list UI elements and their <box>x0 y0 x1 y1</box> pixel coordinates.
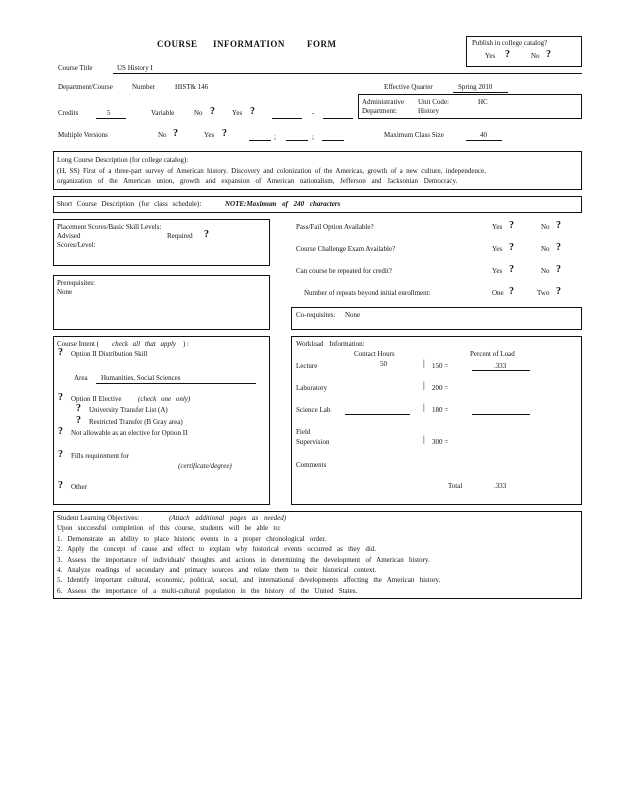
lecture-divisor: 150 = <box>432 362 449 370</box>
repeated-yes-checkbox[interactable]: ? <box>509 264 514 275</box>
challenge-no-label: No <box>541 245 550 253</box>
admin-department-value[interactable]: History <box>418 107 439 115</box>
multiple-versions-label: Multiple Versions <box>58 131 108 139</box>
restricted-transfer-checkbox[interactable]: ? <box>76 415 81 426</box>
placement-required-checkbox[interactable]: ? <box>204 229 209 240</box>
course-title-value[interactable]: US History I <box>117 64 153 72</box>
course-number-value[interactable]: HIST& 146 <box>175 83 209 91</box>
max-class-size-label: Maximum Class Size <box>384 131 444 139</box>
fills-requirement-checkbox[interactable]: ? <box>58 449 63 460</box>
passfail-yes-checkbox[interactable]: ? <box>509 220 514 231</box>
area-value[interactable]: Humanities, Social Sciences <box>101 374 181 382</box>
variable-min-field[interactable] <box>272 118 302 119</box>
repeats-one-checkbox[interactable]: ? <box>509 286 514 297</box>
laboratory-label: Laboratory <box>296 384 328 392</box>
area-label: Area <box>74 374 88 382</box>
science-lab-percent-field[interactable] <box>472 414 530 415</box>
placement-label: Placement Scores/Basic Skill Levels: <box>57 223 162 231</box>
slo-attach-note: (Attach additional pages as needed) <box>169 514 287 522</box>
publish-yes-checkbox[interactable]: ? <box>505 49 510 60</box>
certificate-degree-note: (certificate/degree) <box>178 462 232 470</box>
multiple-yes-label: Yes <box>204 131 215 139</box>
transfer-list-a-checkbox[interactable]: ? <box>76 403 81 414</box>
long-description-label: Long Course Description (for college catalog): <box>57 156 189 164</box>
slo-item-3[interactable]: 3. Assess the importance of individuals' thoughts and actions in determining the development of American history. <box>57 556 430 564</box>
lecture-label: Lecture <box>296 362 318 370</box>
passfail-no-label: No <box>541 223 550 231</box>
form-title-word-1: COURSE <box>157 39 198 49</box>
fills-requirement-label: Fills requirement for <box>71 452 129 460</box>
department-course-label: Department/Course <box>58 83 113 91</box>
slo-intro: Upon successful completion of this course, students will be able to: <box>57 524 281 532</box>
slo-item-2[interactable]: 2. Apply the concept of cause and effect to explain why historical events occurred as they did. <box>57 545 377 553</box>
effective-quarter-value[interactable]: Spring 2010 <box>458 83 493 91</box>
short-description-label: Short Course Description (for class schedule): <box>57 200 202 208</box>
repeated-no-checkbox[interactable]: ? <box>556 264 561 275</box>
check-one-note: (check one only) <box>138 395 191 403</box>
short-description-note: NOTE:Maximum of 240 characters <box>225 200 341 208</box>
effective-quarter-underline <box>453 92 508 93</box>
variable-yes-label: Yes <box>232 109 243 117</box>
multiple-no-checkbox[interactable]: ? <box>173 128 178 139</box>
not-allowable-label: Not allowable as an elective for Option II <box>71 429 188 437</box>
variable-label: Variable <box>151 109 175 117</box>
other-checkbox[interactable]: ? <box>58 480 63 491</box>
science-lab-divider: | <box>423 402 425 412</box>
placement-required-label: Required <box>167 232 193 240</box>
course-intent-close-paren: ) : <box>183 340 190 348</box>
slo-item-4[interactable]: 4. Analyze readings of secondary and primary sources and relate them to their historical context. <box>57 566 377 574</box>
slo-label: Student Learning Objectives: <box>57 514 140 522</box>
slo-item-5[interactable]: 5. Identify important cultural, economic, political, social, and international developments affecting the American history. <box>57 576 441 584</box>
variable-max-field[interactable] <box>323 118 353 119</box>
repeats-two-checkbox[interactable]: ? <box>556 286 561 297</box>
unit-code-value[interactable]: HC <box>478 98 488 106</box>
repeated-no-label: No <box>541 267 550 275</box>
other-label: Other <box>71 483 87 491</box>
variable-yes-checkbox[interactable]: ? <box>250 106 255 117</box>
publish-label: Publish in college catalog? <box>472 39 548 47</box>
long-description-line-2[interactable]: organization of the American union, growth and expansion of American nationalism, Jefferson and Jacksonian Democracy. <box>57 177 458 185</box>
credits-value[interactable]: 5 <box>107 109 111 117</box>
placement-scores-label: Scores/Level: <box>57 241 96 249</box>
option2-distribution-label: Option II Distribution Skill <box>71 350 148 358</box>
option2-elective-checkbox[interactable]: ? <box>58 392 63 403</box>
restricted-transfer-label: Restricted Transfer (B Gray area) <box>89 418 183 426</box>
max-class-size-value[interactable]: 40 <box>480 131 487 139</box>
passfail-label: Pass/Fail Option Available? <box>296 223 374 231</box>
contact-hours-header: Contact Hours <box>354 350 395 358</box>
transfer-list-a-label: University Transfer List (A) <box>89 406 168 414</box>
laboratory-divider: | <box>423 380 425 390</box>
prerequisites-value[interactable]: None <box>57 288 73 296</box>
passfail-no-checkbox[interactable]: ? <box>556 220 561 231</box>
science-lab-divisor: 180 = <box>432 406 449 414</box>
form-title-word-2: INFORMATION <box>213 39 285 49</box>
lecture-percent-underline <box>472 370 530 371</box>
multiple-version-field-3[interactable] <box>322 140 344 141</box>
corequisites-label: Co-requisites: <box>296 311 336 319</box>
area-underline <box>96 383 256 384</box>
unit-code-label: Unit Code: <box>418 98 449 106</box>
course-title-underline <box>113 73 582 74</box>
publish-yes-label: Yes <box>485 52 496 60</box>
placement-advised-label: Advised <box>57 232 81 240</box>
publish-no-checkbox[interactable]: ? <box>546 49 551 60</box>
challenge-no-checkbox[interactable]: ? <box>556 242 561 253</box>
corequisites-value[interactable]: None <box>345 311 361 319</box>
course-intent-label: Course Intent ( <box>57 340 99 348</box>
multiple-sep-2: ; <box>312 133 314 141</box>
supervision-label: Supervision <box>296 438 330 446</box>
field-label: Field <box>296 428 311 436</box>
repeats-two-label: Two <box>537 289 550 297</box>
percent-load-header: Percent of Load <box>470 350 515 358</box>
credits-underline <box>96 118 126 119</box>
course-intent-check-note: check all that apply <box>112 340 177 348</box>
field-divider: | <box>423 434 425 444</box>
admin-department-label: Department: <box>362 107 397 115</box>
repeated-yes-label: Yes <box>492 267 503 275</box>
laboratory-divisor: 200 = <box>432 384 449 392</box>
multiple-no-label: No <box>158 131 167 139</box>
science-lab-hours-field[interactable] <box>345 414 410 415</box>
science-lab-label: Science Lab <box>296 406 331 414</box>
repeats-label: Number of repeats beyond initial enrollment: <box>304 289 431 297</box>
passfail-yes-label: Yes <box>492 223 503 231</box>
slo-item-1[interactable]: 1. Demonstrate an ability to place historic events in a proper chronological order. <box>57 535 327 543</box>
variable-no-label: No <box>194 109 203 117</box>
multiple-version-field-1[interactable] <box>249 140 271 141</box>
variable-dash: - <box>312 109 315 117</box>
lecture-hours-value[interactable]: 50 <box>380 360 387 368</box>
challenge-label: Course Challenge Exam Available? <box>296 245 396 253</box>
credits-label: Credits <box>58 109 79 117</box>
comments-label: Comments <box>296 461 327 469</box>
workload-label: Workload Information: <box>296 340 365 348</box>
multiple-sep-1: ; <box>274 133 276 141</box>
total-label: Total <box>448 482 463 490</box>
prerequisites-label: Prerequisites: <box>57 279 96 287</box>
form-title-word-3: FORM <box>307 39 337 49</box>
option2-elective-label: Option II Elective <box>71 395 122 403</box>
administrative-label: Administrative <box>362 98 404 106</box>
challenge-yes-checkbox[interactable]: ? <box>509 242 514 253</box>
publish-no-label: No <box>531 52 540 60</box>
field-divisor: 300 = <box>432 438 449 446</box>
slo-item-6[interactable]: 6. Assess the importance of a multi-cultural population in the history of the United States. <box>57 587 358 595</box>
lecture-divider: | <box>423 358 425 368</box>
long-description-line-1[interactable]: (H, SS) First of a three-part survey of American history. Discovery and colonization of the Americas, growth of a new culture, independence, <box>57 167 486 175</box>
repeated-label: Can course be repeated for credit? <box>296 267 392 275</box>
lecture-percent-value[interactable]: .333 <box>494 362 507 370</box>
course-title-label: Course Title <box>58 64 93 72</box>
total-value[interactable]: .333 <box>494 482 507 490</box>
option2-distribution-checkbox[interactable]: ? <box>58 347 63 358</box>
multiple-version-field-2[interactable] <box>286 140 308 141</box>
not-allowable-checkbox[interactable]: ? <box>58 426 63 437</box>
max-class-size-underline <box>466 140 502 141</box>
multiple-yes-checkbox[interactable]: ? <box>222 128 227 139</box>
variable-no-checkbox[interactable]: ? <box>210 106 215 117</box>
repeats-one-label: One <box>492 289 504 297</box>
effective-quarter-label: Effective Quarter <box>384 83 433 91</box>
course-number-label: Number <box>132 83 155 91</box>
challenge-yes-label: Yes <box>492 245 503 253</box>
